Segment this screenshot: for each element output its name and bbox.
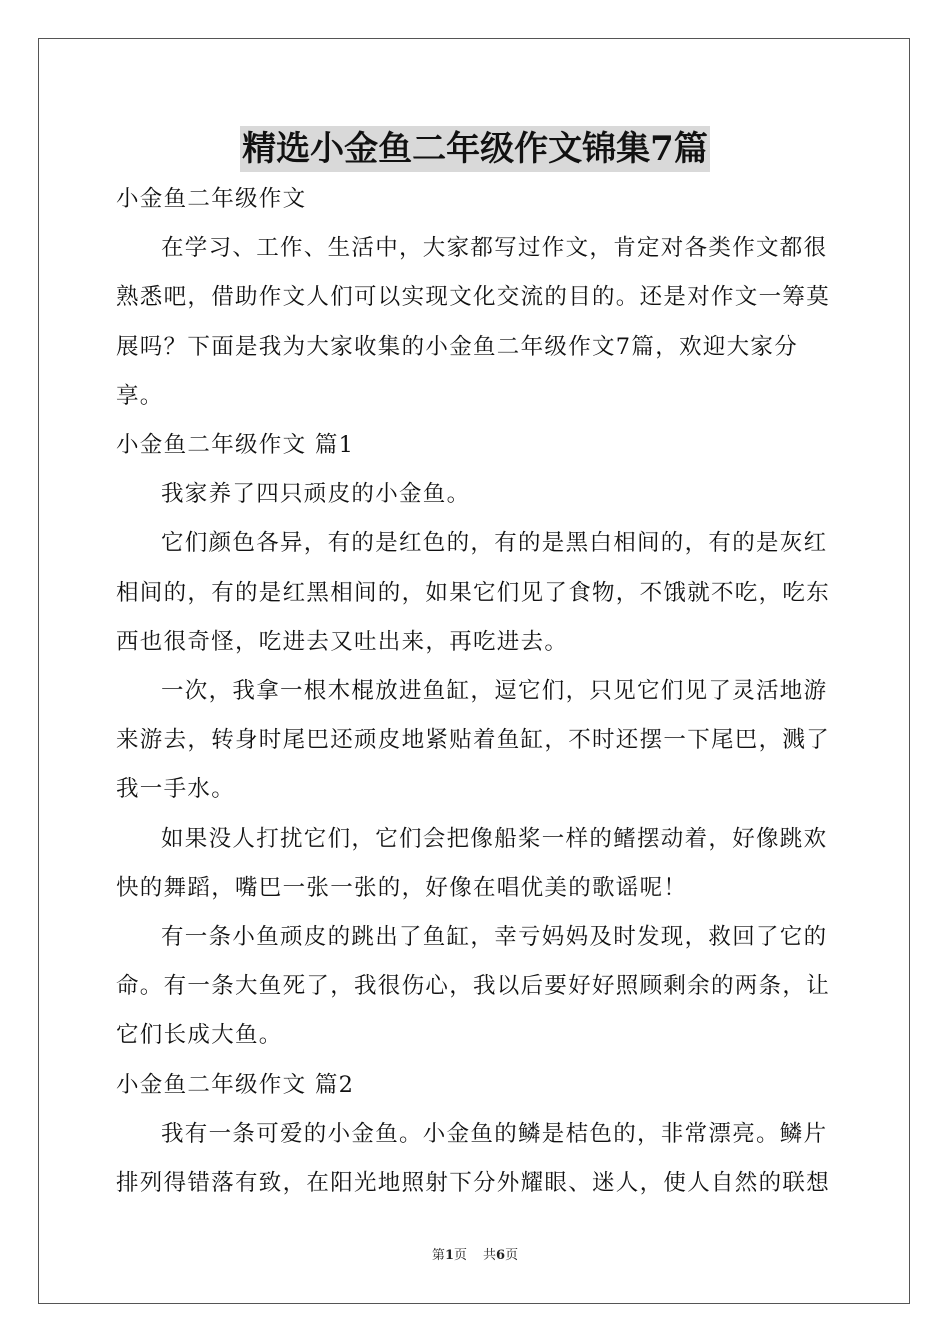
paragraph: 一次，我拿一根木棍放进鱼缸，逗它们，只见它们见了灵活地游来游去，转身时尾巴还顽皮地紧贴着鱼缸，不时还摆一下尾巴，溅了我一手水。 — [116, 678, 831, 803]
document-title: 精选小金鱼二年级作文锦集7篇 — [240, 126, 710, 172]
section-heading: 小金鱼二年级作文 篇1 — [116, 432, 355, 459]
section-heading: 小金鱼二年级作文 — [116, 186, 307, 212]
page-suffix: 页 — [453, 1248, 467, 1263]
document-body — [116, 175, 836, 1208]
total-prefix: 共 — [483, 1248, 497, 1263]
paragraph: 有一条小鱼顽皮的跳出了鱼缸，幸亏妈妈及时发现，救回了它的命。有一条大鱼死了，我很伤心，我以后要好好照顾剩余的两条，让它们长成大鱼。 — [116, 924, 831, 1049]
paragraph: 在学习、工作、生活中，大家都写过作文，肯定对各类作文都很熟悉吧，借助作文人们可以实现文化交流的目的。还是对作文一筹莫展吗？下面是我为大家收集的小金鱼二年级作文7篇，欢迎大家分享。 — [116, 235, 831, 409]
title-container — [0, 126, 950, 172]
total-suffix: 页 — [505, 1248, 519, 1263]
paragraph: 我家养了四只顽皮的小金鱼。 — [161, 481, 471, 508]
section-heading: 小金鱼二年级作文 篇2 — [116, 1071, 355, 1098]
paragraph: 它们颜色各异，有的是红色的，有的是黑白相间的，有的是灰红相间的，有的是红黑相间的，如果它们见了食物，不饿就不吃，吃东西也很奇怪，吃进去又吐出来，再吃进去。 — [116, 530, 831, 655]
page-total: 6 — [496, 1248, 506, 1263]
paragraph: 如果没人打扰它们，它们会把像船桨一样的鳍摆动着，好像跳欢快的舞蹈，嘴巴一张一张的，好像在唱优美的歌谣呢！ — [116, 825, 828, 901]
page-current: 1 — [444, 1248, 454, 1263]
page-footer — [0, 1246, 950, 1266]
paragraph: 我有一条可爱的小金鱼。小金鱼的鳞是桔色的，非常漂亮。鳞片排列得错落有致，在阳光地照射下分外耀眼、迷人，使人自然的联想 — [116, 1120, 831, 1197]
page-prefix: 第 — [431, 1248, 445, 1263]
